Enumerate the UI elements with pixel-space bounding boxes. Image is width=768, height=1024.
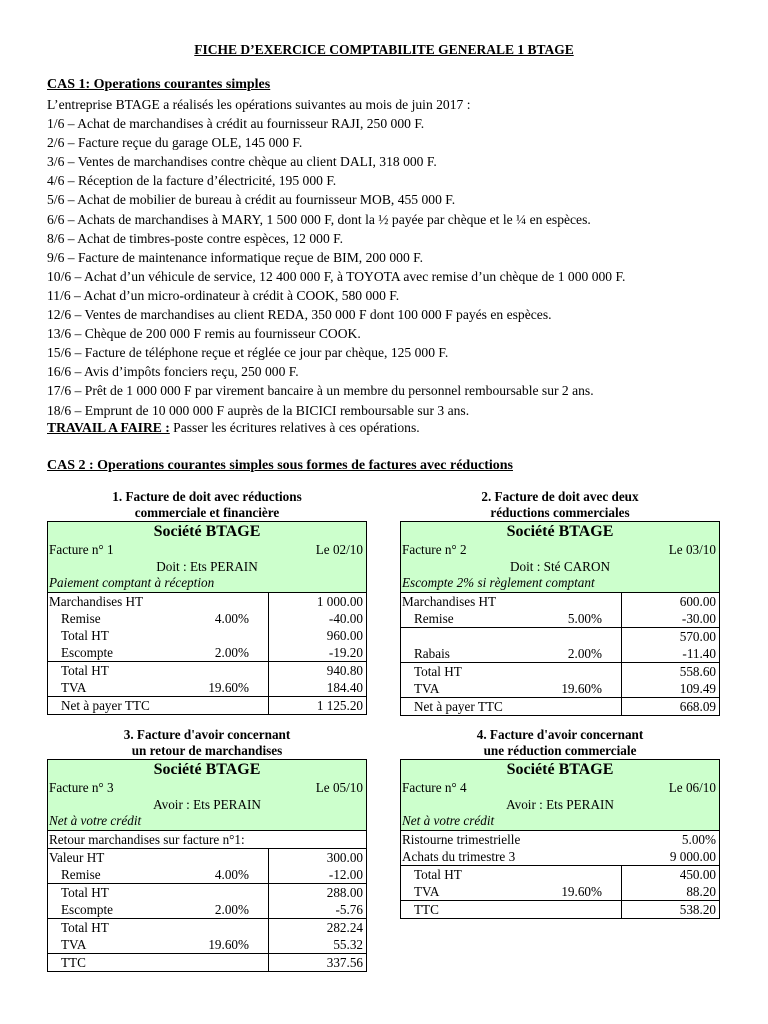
cas2-heading: CAS 2 : Operations courantes simples sous formes de factures avec réductions (47, 458, 513, 473)
travail-a-faire (47, 420, 420, 436)
operation-line: 18/6 – Emprunt de 10 000 000 F auprès de la BICICI remboursable sur 3 ans. (47, 402, 470, 418)
invoice-number: Facture n° 1 (49, 542, 114, 557)
section-heading-line: 2. Facture de doit avec deux (481, 489, 639, 504)
invoice-note: Net à votre crédit (401, 813, 719, 831)
invoice-number: Facture n° 4 (402, 780, 467, 795)
row-value: 668.09 (679, 698, 716, 714)
row-value: -12.00 (328, 866, 363, 882)
row-label: Remise (414, 610, 454, 626)
cas1-operations (47, 95, 625, 420)
invoice-number: Facture n° 3 (49, 780, 114, 795)
table-row (48, 627, 366, 644)
row-value: 1 125.20 (316, 697, 363, 713)
operation-line: 6/6 – Achats de marchandises à MARY, 1 500 000 F, dont la ½ payée par chèque et le ¼ en espèces. (47, 211, 591, 227)
section-heading (47, 489, 367, 520)
invoice-3 (47, 759, 367, 972)
operation-line: 2/6 – Facture reçue du garage OLE, 145 000 F. (47, 135, 303, 151)
table-row (48, 918, 366, 936)
company-name: Société BTAGE (506, 523, 614, 540)
row-percent: 19.60% (208, 936, 249, 952)
table-row (401, 627, 719, 645)
table-row (48, 936, 366, 953)
operation-line: 13/6 – Chèque de 200 000 F remis au fournisseur COOK. (47, 326, 361, 342)
row-percent: 4.00% (214, 866, 249, 882)
row-value: -5.76 (335, 901, 363, 917)
row-label: Total HT (414, 866, 462, 882)
company-name: Société BTAGE (506, 761, 614, 778)
table-row (48, 901, 366, 918)
row-percent: 19.60% (561, 680, 602, 696)
row-label: Total HT (414, 663, 462, 679)
row-label: Retour marchandises sur facture n°1: (49, 831, 245, 847)
table-row (48, 953, 366, 971)
row-label: Total HT (61, 662, 109, 678)
invoice-note: Escompte 2% si règlement comptant (401, 575, 719, 593)
row-value: 600.00 (679, 593, 716, 609)
section-heading-line: commerciale et financière (134, 504, 280, 520)
invoice-number: Facture n° 2 (402, 542, 467, 557)
row-label: TTC (414, 901, 439, 917)
row-percent: 19.60% (561, 883, 602, 899)
invoice-date: Le 03/10 (668, 542, 716, 557)
row-label: Total HT (61, 884, 109, 900)
row-value: 109.49 (679, 680, 716, 696)
company-name: Société BTAGE (153, 761, 261, 778)
row-label: TTC (61, 954, 86, 970)
section-heading (400, 489, 720, 520)
invoice-note: Net à votre crédit (48, 813, 366, 831)
table-row (401, 883, 719, 900)
row-value: 288.00 (326, 884, 363, 900)
table-row (401, 848, 719, 865)
invoice-party: Avoir : Ets PERAIN (153, 796, 261, 812)
table-row (48, 849, 366, 866)
row-value: 570.00 (679, 628, 716, 644)
row-label: TVA (61, 936, 87, 952)
row-label: Valeur HT (49, 849, 105, 865)
table-row (48, 831, 366, 849)
operation-line: 3/6 – Ventes de marchandises contre chèque au client DALI, 318 000 F. (47, 154, 437, 170)
operation-line: 17/6 – Prêt de 1 000 000 F par virement bancaire à un membre du personnel remboursable sur 2 ans. (47, 383, 594, 399)
row-percent: 4.00% (214, 610, 249, 626)
row-label: Net à payer TTC (414, 698, 503, 714)
row-value: 55.32 (333, 936, 363, 952)
invoice-date: Le 06/10 (668, 780, 716, 795)
row-value: 184.40 (326, 679, 363, 695)
row-value: 558.60 (679, 663, 716, 679)
operation-line: 16/6 – Avis d’impôts fonciers reçu, 250 000 F. (47, 364, 299, 380)
table-row (48, 883, 366, 901)
table-row (401, 680, 719, 697)
operation-line: 12/6 – Ventes de marchandises au client REDA, 350 000 F dont 100 000 F payés en espèces. (47, 307, 552, 323)
row-label: Rabais (414, 645, 450, 661)
invoice-party: Avoir : Ets PERAIN (506, 796, 614, 812)
row-value: 960.00 (326, 627, 363, 643)
invoice-note: Paiement comptant à réception (48, 575, 366, 593)
invoice-date: Le 05/10 (315, 780, 363, 795)
row-value: 282.24 (326, 919, 363, 935)
section-heading-line: 3. Facture d'avoir concernant (123, 727, 291, 742)
row-label: Total HT (61, 627, 109, 643)
row-percent: 2.00% (567, 645, 602, 661)
page-title: FICHE D’EXERCICE COMPTABILITE GENERALE 1 BTAGE (194, 42, 574, 57)
cas1-heading: CAS 1: Operations courantes simples (47, 77, 271, 92)
row-label: TVA (414, 680, 440, 696)
row-value: -40.00 (328, 610, 363, 626)
table-row (401, 831, 719, 848)
table-row (401, 865, 719, 883)
invoice-date: Le 02/10 (315, 542, 363, 557)
operation-line: 8/6 – Achat de timbres-poste contre espèces, 12 000 F. (47, 230, 344, 246)
table-row (401, 900, 719, 918)
row-value: 940.80 (326, 662, 363, 678)
intro-line: L’entreprise BTAGE a réalisés les opérations suivantes au mois de juin 2017 : (47, 97, 471, 112)
invoice-party: Doit : Ets PERAIN (156, 558, 258, 574)
row-label: Marchandises HT (402, 593, 497, 609)
table-row (48, 866, 366, 883)
section-heading-line: 4. Facture d'avoir concernant (476, 727, 644, 742)
table-row (48, 644, 366, 661)
row-label: Achats du trimestre 3 (402, 848, 516, 864)
invoice-1 (47, 521, 367, 715)
section-heading-line: un retour de marchandises (131, 742, 283, 758)
section-heading-line: 1. Facture de doit avec réductions (112, 489, 302, 504)
table-row (401, 645, 719, 662)
invoice-2 (400, 521, 720, 716)
row-label: Escompte (61, 901, 114, 917)
operation-line: 4/6 – Réception de la facture d’électricité, 195 000 F. (47, 173, 337, 189)
row-percent: 5.00% (567, 610, 602, 626)
invoice-4 (400, 759, 720, 919)
operation-line: 10/6 – Achat d’un véhicule de service, 12 400 000 F, à TOYOTA avec remise d’un chèque de 1 000 000 F. (47, 268, 626, 284)
row-value: 9 000.00 (669, 848, 716, 864)
row-value: 300.00 (326, 849, 363, 865)
row-label: TVA (61, 679, 87, 695)
travail-label: TRAVAIL A FAIRE : (47, 420, 170, 435)
operation-line: 11/6 – Achat d’un micro-ordinateur à crédit à COOK, 580 000 F. (47, 287, 400, 303)
row-value: 5.00% (681, 831, 716, 847)
operation-line: 15/6 – Facture de téléphone reçue et réglée ce jour par chèque, 125 000 F. (47, 345, 449, 361)
row-value: 88.20 (686, 883, 716, 899)
table-row (48, 679, 366, 696)
row-label: Remise (61, 866, 101, 882)
operation-line: 1/6 – Achat de marchandises à crédit au fournisseur RAJI, 250 000 F. (47, 116, 425, 132)
section-heading (400, 727, 720, 758)
row-value: 538.20 (679, 901, 716, 917)
row-percent: 2.00% (214, 644, 249, 660)
invoice-party: Doit : Sté CARON (509, 558, 610, 574)
row-value: -30.00 (681, 610, 716, 626)
table-row (401, 610, 719, 627)
travail-text: Passer les écritures relatives à ces opérations. (169, 420, 420, 435)
row-label: TVA (414, 883, 440, 899)
row-label: Remise (61, 610, 101, 626)
table-row (48, 661, 366, 679)
row-label: Escompte (61, 644, 114, 660)
row-percent: 2.00% (214, 901, 249, 917)
row-value: -11.40 (682, 645, 716, 661)
row-label: Marchandises HT (49, 593, 144, 609)
table-row (48, 593, 366, 610)
row-value: 450.00 (679, 866, 716, 882)
row-label: Ristourne trimestrielle (402, 831, 521, 847)
operation-line: 5/6 – Achat de mobilier de bureau à crédit au fournisseur MOB, 455 000 F. (47, 192, 456, 208)
table-row (401, 593, 719, 610)
operation-line: 9/6 – Facture de maintenance informatique reçue de BIM, 200 000 F. (47, 249, 424, 265)
table-row (48, 696, 366, 714)
section-heading-line: réductions commerciales (490, 504, 630, 520)
row-value: -19.20 (328, 644, 363, 660)
row-percent: 19.60% (208, 679, 249, 695)
row-label: Total HT (61, 919, 109, 935)
row-value: 337.56 (326, 954, 363, 970)
section-heading-line: une réduction commerciale (483, 742, 637, 758)
row-value: 1 000.00 (316, 593, 363, 609)
section-heading (47, 727, 367, 758)
table-row (401, 697, 719, 715)
row-label: Net à payer TTC (61, 697, 150, 713)
company-name: Société BTAGE (153, 523, 261, 540)
table-row (48, 610, 366, 627)
table-row (401, 662, 719, 680)
